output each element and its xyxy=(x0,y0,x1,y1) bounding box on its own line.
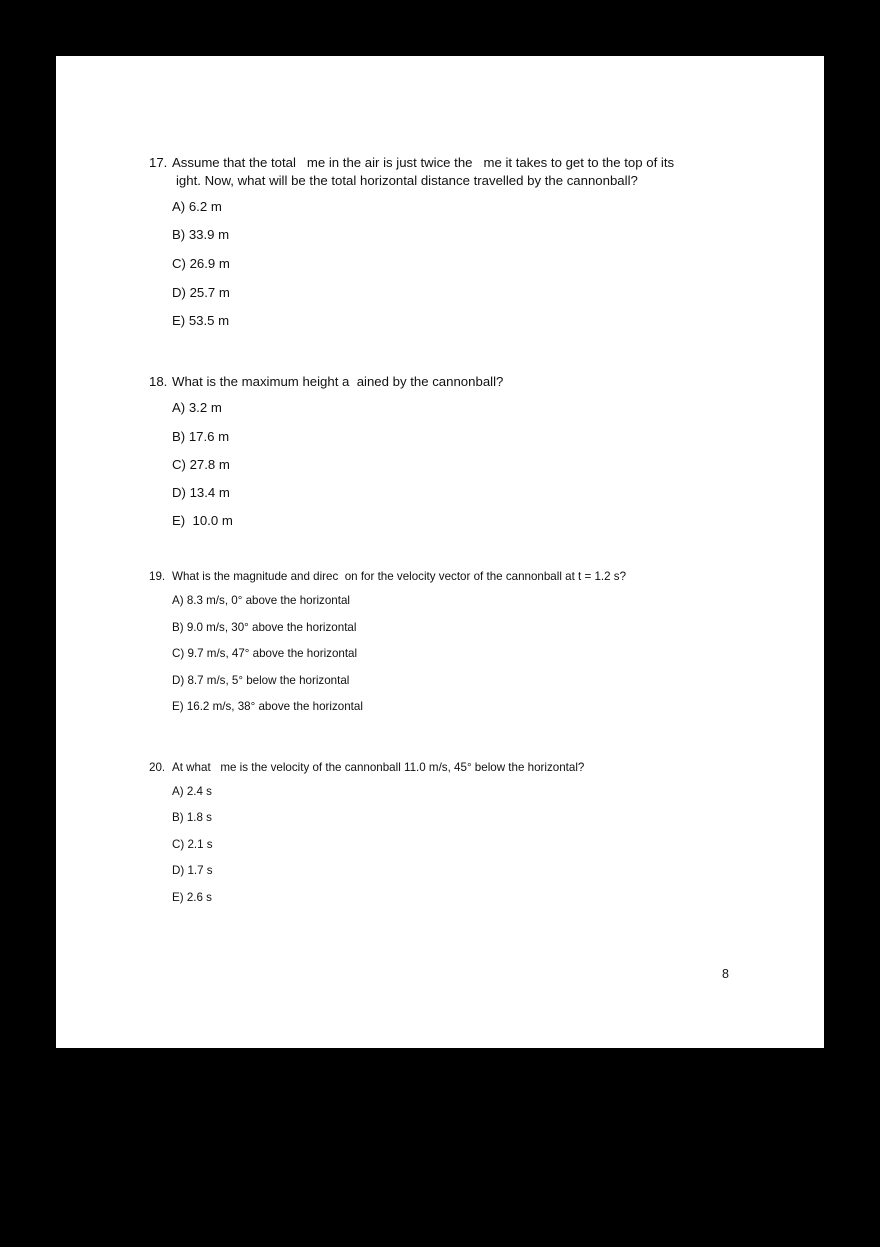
question-17-option-c: C) 26.9 m xyxy=(172,256,230,271)
question-20-number: 20. xyxy=(149,761,166,774)
document-page xyxy=(56,56,824,1048)
question-18-text: What is the maximum height a ained by the cannonball? xyxy=(172,374,504,389)
question-17-option-b: B) 33.9 m xyxy=(172,227,230,242)
question-17-option-a: A) 6.2 m xyxy=(172,199,222,214)
question-19-option-e: E) 16.2 m/s, 38° above the horizontal xyxy=(172,700,363,713)
question-20-option-d: D) 1.7 s xyxy=(172,864,213,877)
question-20-option-c: C) 2.1 s xyxy=(172,838,213,851)
question-18-number: 18. xyxy=(149,374,168,389)
question-19-option-a: A) 8.3 m/s, 0° above the horizontal xyxy=(172,594,350,607)
question-19-option-c: C) 9.7 m/s, 47° above the horizontal xyxy=(172,647,358,660)
question-18-option-b: B) 17.6 m xyxy=(172,429,230,444)
question-17-option-d: D) 25.7 m xyxy=(172,285,230,300)
question-20-option-a: A) 2.4 s xyxy=(172,785,212,798)
question-19-option-d: D) 8.7 m/s, 5° below the horizontal xyxy=(172,674,350,687)
question-20-option-e: E) 2.6 s xyxy=(172,891,212,904)
page-number: 8 xyxy=(722,967,729,981)
question-17-number: 17. xyxy=(149,155,168,170)
question-20-text: At what me is the velocity of the cannonball 11.0 m/s, 45° below the horizontal? xyxy=(172,761,585,774)
question-18-option-c: C) 27.8 m xyxy=(172,457,230,472)
question-18-option-d: D) 13.4 m xyxy=(172,485,230,500)
question-18-option-a: A) 3.2 m xyxy=(172,400,222,415)
question-19-text: What is the magnitude and direc on for the velocity vector of the cannonball at t = 1.2 s? xyxy=(172,570,627,583)
question-19-option-b: B) 9.0 m/s, 30° above the horizontal xyxy=(172,621,357,634)
question-19-number: 19. xyxy=(149,570,166,583)
question-17-option-e: E) 53.5 m xyxy=(172,313,230,328)
question-17-text-line2: ight. Now, what will be the total horizontal distance travelled by the cannonball? xyxy=(176,173,638,188)
question-20-option-b: B) 1.8 s xyxy=(172,811,212,824)
question-18-option-e: E) 10.0 m xyxy=(172,513,233,528)
question-17-text-line1: Assume that the total me in the air is just twice the me it takes to get to the top of its xyxy=(172,155,675,170)
